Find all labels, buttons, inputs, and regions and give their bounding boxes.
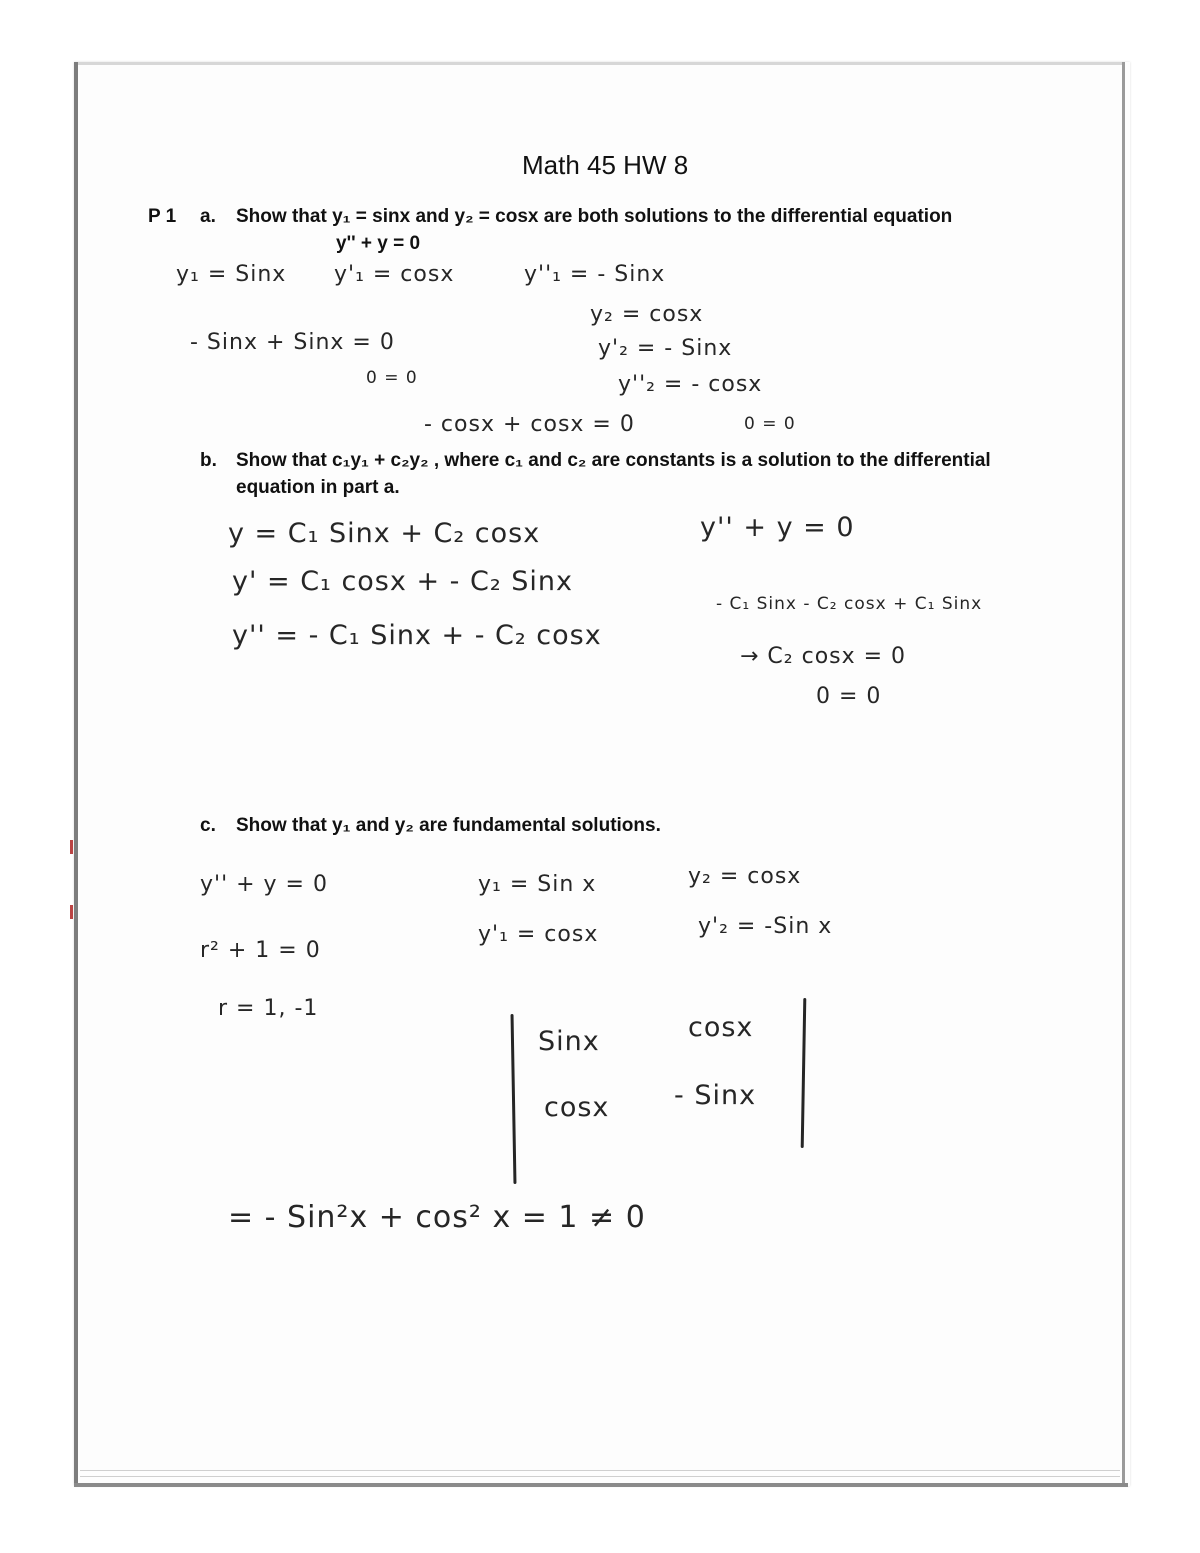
hw-c-y2: y₂ = cosx bbox=[688, 864, 802, 889]
hw-c-y1: y₁ = Sin x bbox=[478, 872, 597, 897]
margin-mark bbox=[70, 840, 73, 854]
hw-b-yp: y' = C₁ cosx + - C₂ Sinx bbox=[232, 566, 573, 597]
hw-c-y1p: y'₁ = cosx bbox=[478, 922, 599, 947]
hw-a-y1pp: y''₁ = - Sinx bbox=[524, 262, 666, 287]
part-c-prompt: Show that y₁ and y₂ are fundamental solutions. bbox=[236, 815, 661, 836]
hw-b-sub2: → C₂ cosx = 0 bbox=[740, 644, 907, 669]
paper-bottom-edge bbox=[74, 1483, 1128, 1487]
hw-a-y2pp: y''₂ = - cosx bbox=[618, 372, 763, 397]
paper-top-edge bbox=[78, 62, 1124, 65]
paper-right-edge bbox=[1122, 62, 1125, 1486]
part-a-equation: y'' + y = 0 bbox=[336, 233, 421, 254]
hw-a-y1p: y'₁ = cosx bbox=[334, 262, 455, 287]
part-b-prompt-line2: equation in part a. bbox=[236, 477, 400, 498]
part-a-prompt-post: are both solutions to the differential equation bbox=[538, 206, 953, 227]
wronskian-cell-12: cosx bbox=[688, 1012, 754, 1043]
hw-c-result: = - Sin²x + cos² x = 1 ≠ 0 bbox=[228, 1200, 646, 1235]
hw-b-sub: - C₁ Sinx - C₂ cosx + C₁ Sinx bbox=[716, 594, 983, 614]
hw-c-roots: r = 1, -1 bbox=[218, 996, 319, 1021]
part-a-and: and bbox=[410, 206, 455, 227]
under-sheet-line bbox=[80, 1470, 1120, 1471]
hw-b-zero: 0 = 0 bbox=[816, 684, 882, 709]
hw-c-eq: y'' + y = 0 bbox=[200, 872, 328, 897]
problem-label: P 1 bbox=[148, 206, 177, 227]
hw-c-y2p: y'₂ = -Sin x bbox=[698, 914, 833, 939]
hw-a-y2p: y'₂ = - Sinx bbox=[598, 336, 733, 361]
part-a-y1: y₁ = sinx bbox=[332, 206, 411, 227]
part-a-prompt bbox=[236, 206, 952, 228]
part-a-prompt-pre: Show that bbox=[236, 206, 333, 227]
hw-a-y1: y₁ = Sinx bbox=[176, 262, 287, 287]
part-b-prompt-line1: Show that c₁y₁ + c₂y₂ , where c₁ and c₂ are constants is a solution to the differential bbox=[236, 450, 991, 471]
margin-mark bbox=[70, 905, 73, 919]
hw-b-eq: y'' + y = 0 bbox=[700, 512, 855, 543]
part-a-y2: y₂ = cosx bbox=[454, 206, 539, 227]
wronskian-cell-21: cosx bbox=[544, 1092, 610, 1123]
hw-b-ypp: y'' = - C₁ Sinx + - C₂ cosx bbox=[232, 620, 602, 651]
part-a-letter: a. bbox=[200, 206, 216, 227]
wronskian-cell-22: - Sinx bbox=[674, 1080, 757, 1111]
hw-a-zero1: 0 = 0 bbox=[366, 368, 418, 388]
hw-b-y: y = C₁ Sinx + C₂ cosx bbox=[228, 518, 541, 549]
hw-a-sum2: - cosx + cosx = 0 bbox=[424, 412, 635, 437]
hw-c-char: r² + 1 = 0 bbox=[200, 938, 321, 963]
hw-a-y2: y₂ = cosx bbox=[590, 302, 704, 327]
page-title: Math 45 HW 8 bbox=[522, 150, 689, 180]
hw-a-sum1: - Sinx + Sinx = 0 bbox=[190, 330, 395, 355]
under-sheet-line bbox=[80, 1476, 1120, 1477]
part-c-letter: c. bbox=[200, 815, 216, 836]
part-b-letter: b. bbox=[200, 450, 217, 471]
wronskian-cell-11: Sinx bbox=[538, 1026, 600, 1057]
hw-a-zero2: 0 = 0 bbox=[744, 414, 796, 434]
